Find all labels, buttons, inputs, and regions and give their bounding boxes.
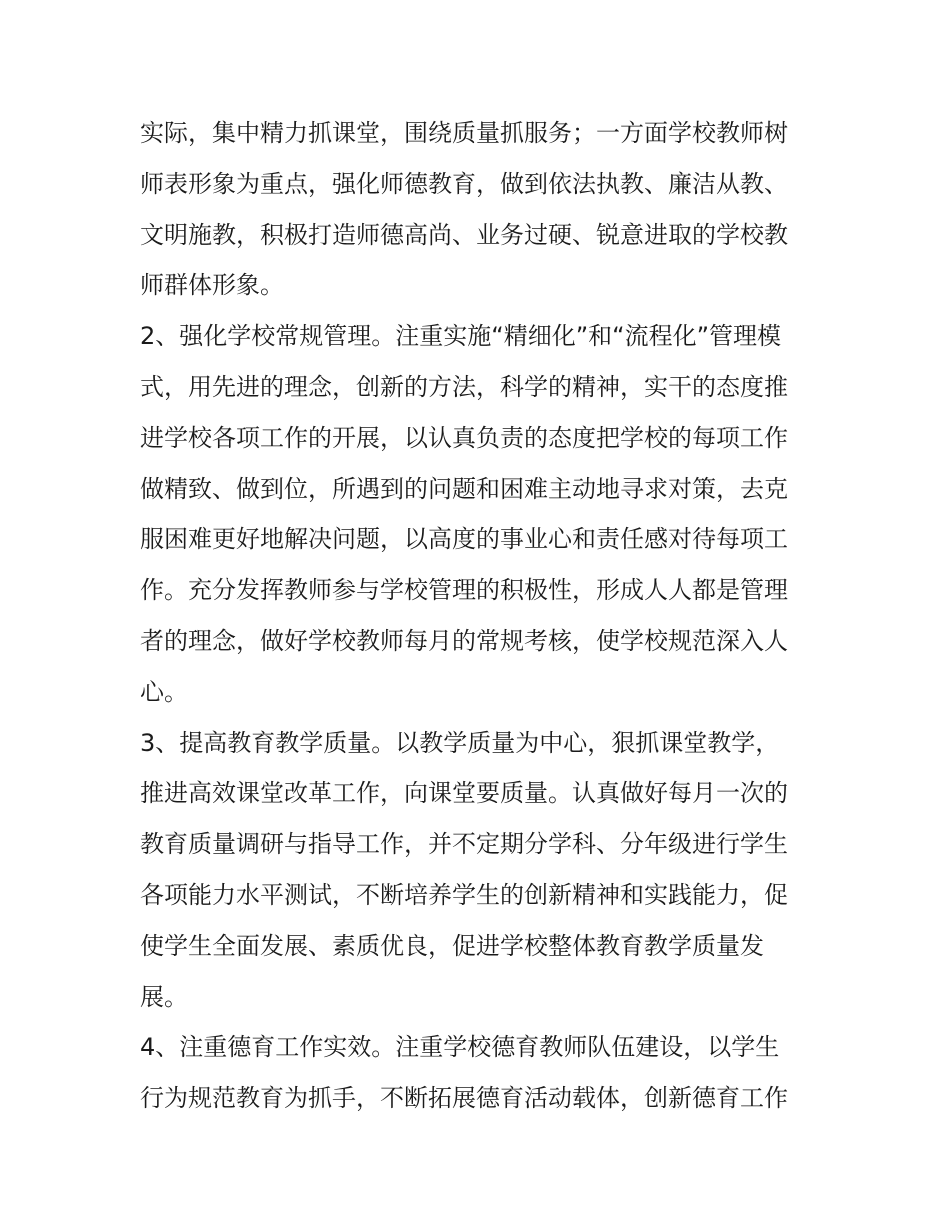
text-line: 作。充分发挥教师参与学校管理的积极性，形成人人都是管理 bbox=[140, 576, 788, 605]
text-line: 服困难更好地解决问题，以高度的事业心和责任感对待每项工 bbox=[140, 525, 788, 554]
document-body bbox=[140, 108, 820, 1124]
text-line: 师表形象为重点，强化师德教育，做到依法执教、廉洁从教、 bbox=[140, 169, 788, 198]
text-line: 心。 bbox=[140, 677, 188, 706]
text-line: 各项能力水平测试，不断培养学生的创新精神和实践能力，促 bbox=[140, 880, 788, 909]
text-line: 者的理念，做好学校教师每月的常规考核，使学校规范深入人 bbox=[140, 626, 788, 655]
text-line: 式，用先进的理念，创新的方法，科学的精神，实干的态度推 bbox=[140, 372, 788, 401]
text-line: 文明施教，积极打造师德高尚、业务过硬、锐意进取的学校教 bbox=[140, 220, 788, 249]
text-line: 展。 bbox=[140, 982, 188, 1011]
text-line: 行为规范教育为抓手，不断拓展德育活动载体，创新德育工作 bbox=[140, 1084, 788, 1113]
text-line: 2、强化学校常规管理。注重实施“精细化”和“流程化”管理模 bbox=[140, 322, 782, 351]
text-line: 做精致、做到位，所遇到的问题和困难主动地寻求对策，去克 bbox=[140, 474, 788, 503]
text-line: 师群体形象。 bbox=[140, 271, 284, 300]
text-line: 4、注重德育工作实效。注重学校德育教师队伍建设，以学生 bbox=[140, 1033, 780, 1062]
text-line: 教育质量调研与指导工作，并不定期分学科、分年级进行学生 bbox=[140, 830, 788, 859]
text-line: 实际，集中精力抓课堂，围绕质量抓服务；一方面学校教师树 bbox=[140, 119, 788, 147]
text-line: 3、提高教育教学质量。以教学质量为中心，狠抓课堂教学， bbox=[140, 728, 780, 757]
text-line: 进学校各项工作的开展，以认真负责的态度把学校的每项工作 bbox=[140, 423, 788, 452]
text-line: 使学生全面发展、素质优良，促进学校整体教育教学质量发 bbox=[140, 931, 764, 960]
text-line: 推进高效课堂改革工作，向课堂要质量。认真做好每月一次的 bbox=[140, 779, 788, 808]
